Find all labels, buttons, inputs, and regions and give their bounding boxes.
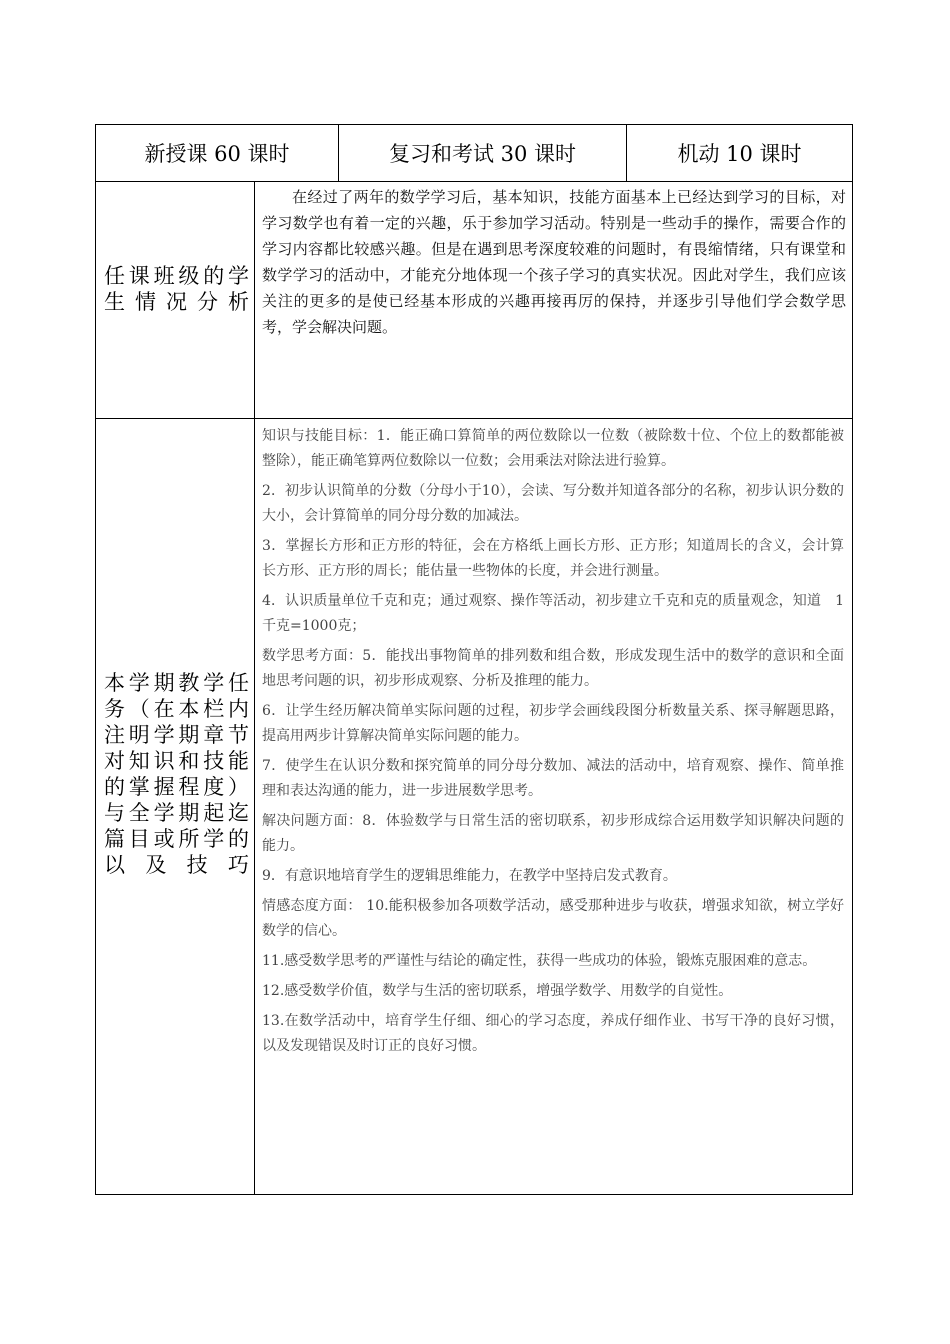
goal-item: 7．使学生在认识分数和探究简单的同分母分数加、减法的活动中，培育观察、操作、简单推理和表达沟通的能力，进一步进展数学思考。: [262, 758, 844, 799]
goal-item: 数学思考方面：5．能找出事物简单的排列数和组合数，形成发现生活中的数学的意识和全面地思考问题的识，初步形成观察、分析及推理的能力。: [262, 648, 844, 689]
goal-item: 9．有意识地培育学生的逻辑思维能力，在教学中坚持启发式教育。: [262, 868, 677, 884]
goal-item: 13.在数学活动中，培育学生仔细、细心的学习态度，养成仔细作业、书写干净的良好习惯，以及发现错误及时订正的良好习惯。: [262, 1013, 844, 1054]
col-divider-body: [254, 181, 255, 1195]
goal-item: 4．认识质量单位千克和克；通过观察、操作等活动，初步建立千克和克的质量观念，知道 1千克=1000克；: [262, 593, 844, 634]
class-analysis-paragraph: 在经过了两年的数学学习后，基本知识，技能方面基本上已经达到学习的目标，对学习数学也有着一定的兴趣，乐于参加学习活动。特别是一些动手的操作，需要合作的学习内容都比较感兴趣。但是在遇到思考深度较难的问题时，有畏缩情绪，只有课堂和数学学习的活动中，才能充分地体现一个孩子学习的真实状况。因此对学生，我们应该关注的更多的是使已经基本形成的兴趣再接再厉的保持，并逐步引导他们学会数学思考，学会解决问题。: [262, 188, 846, 336]
goal-item: 12.感受数学价值，数学与生活的密切联系，增强学数学、用数学的自觉性。: [262, 983, 733, 999]
goal-item: 2．初步认识简单的分数（分母小于10），会读、写分数并知道各部分的名称，初步认识分数的大小，会计算简单的同分母分数的加减法。: [262, 483, 844, 524]
goal-item: 解决问题方面：8．体验数学与日常生活的密切联系，初步形成综合运用数学知识解决问题的能力。: [262, 813, 844, 854]
goal-item: 3．掌握长方形和正方形的特征，会在方格纸上画长方形、正方形；知道周长的含义，会计算长方形、正方形的周长；能估量一些物体的长度，并会进行测量。: [262, 538, 844, 579]
goal-item: 情感态度方面： 10.能积极参加各项数学活动，感受那种进步与收获，增强求知欲，树立学好数学的信心。: [262, 898, 844, 939]
semester-goals-list: [262, 424, 844, 1064]
class-analysis-label: 任课班级的学生情况分析: [104, 264, 249, 314]
class-analysis-text: [262, 184, 846, 340]
new-lessons-hours: 新授课 60 课时: [144, 142, 290, 166]
review-exam-hours: 复习和考试 30 课时: [388, 142, 577, 166]
goal-item: 11.感受数学思考的严谨性与结论的确定性，获得一些成功的体验，锻炼克服困难的意志。: [262, 953, 817, 969]
row-divider-2: [95, 418, 853, 419]
goal-item: 知识与技能目标：1．能正确口算简单的两位数除以一位数（被除数十位、个位上的数都能被整除），能正确笔算两位数除以一位数；会用乘法对除法进行验算。: [262, 428, 844, 469]
goal-item: 6．让学生经历解决简单实际问题的过程，初步学会画线段图分析数量关系、探寻解题思路，提高用两步计算解决简单实际问题的能力。: [262, 703, 844, 744]
flexible-hours: 机动 10 课时: [677, 142, 802, 166]
semester-goals-label: 本学期教学任务（在本栏内注明学期章节对知识和技能的掌握程度）与全学期起迄篇目或所学的以及技巧: [104, 671, 249, 877]
